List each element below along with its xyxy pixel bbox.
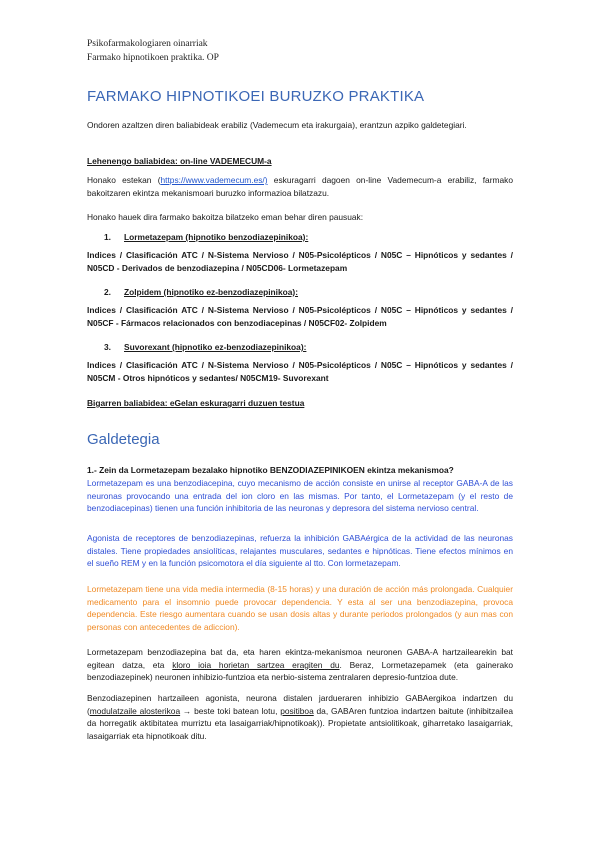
answer-basque-1 — [87, 646, 513, 684]
drug-path-zolpidem: Indices / Clasificación ATC / N-Sistema Nervioso / N05-Psicolépticos / N05C – Hipnóticos y sedantes / N05CF - Fármacos relacionados con benzodiacepinas / N05CF02- Zolpidem — [87, 305, 513, 328]
steps-intro: Honako hauek dira farmako bakoitza bilatzeko eman behar diren pausuak: — [87, 212, 364, 222]
answer-basque-2-part-c: da, GABAren funtzioa indartzen baitute (inhibitzailea da horregatik aktibitatea murriztu eta lasaigarriak/hipnotikoak)). Propietate antsiolitikoak, giharretako lasaigarriak, lasaigarriak eta hipnotikoak ditu. — [87, 705, 513, 741]
answer-orange: Lormetazepam tiene una vida media intermedia (8-15 horas) y una duración de acción más prolongada. Cualquier medicamento para el insomnio puede provocar dependencia. Y esta al ser una benzodiazepina, provoca dependencia. Este riesgo aumentara cuando se usan dosis altas y durante periodos prolongados (y aun mas con personas con antecedentes de adiccion). — [87, 584, 513, 632]
drug-label-suvorexant: Suvorexant (hipnotiko ez-benzodiazepinikoa): — [124, 342, 307, 352]
answer-blue-1: Lormetazepam es una benzodiacepina, cuyo mecanismo de acción consiste en unirse al receptor GABA-A de las neuronas provocando una entrada del ion cloro en las mismas. Por tanto, el Lormetazepam (y el resto de benzodiacepinas) tienen una función inhibitoria de las neuronas y depresora del sistema nervioso central. — [87, 478, 513, 513]
resource1-text-before: Honako estekan ( — [87, 175, 161, 185]
drug-number: 3. — [104, 342, 111, 352]
vademecum-link[interactable]: https://www.vademecum.es/) — [160, 175, 268, 185]
header-course: Psikofarmakologiaren oinarriak — [87, 39, 208, 49]
answer-basque-2-part-b: → beste toki batean lotu, — [180, 705, 281, 716]
drug-number: 1. — [104, 232, 111, 242]
drug-number: 2. — [104, 287, 111, 297]
answer-basque-2 — [87, 692, 513, 742]
answer-basque-2-part-a: Benzodiazepinen hartzaileen agonista, neurona distalen jardueraren inhibizio GABAergikoa indartzen du ( — [87, 693, 513, 716]
resource1-text-after: eskuragarri dagoen on-line Vademecum-a erabiliz, farmako bakoitzaren ekintza mekanismoari buruzko informazioa bilatzazu. — [87, 175, 513, 198]
header-subtitle: Farmako hipnotikoen praktika. OP — [87, 53, 219, 63]
resource1-text — [87, 174, 513, 199]
answer-blue-2: Agonista de receptores de benzodiazepinas, refuerza la inhibición GABAérgica de la actividad de las neuronas distales. Tiene propiedades ansiolíticas, relajantes musculares, sedantes e hipnóticas. Tiene efectos mínimos en el sueño REM y en la función psicomotora el día siguiente al tto. Con lormetazepam. — [87, 533, 513, 568]
question-1: 1.- Zein da Lormetazepam bezalako hipnotiko BENZODIAZEPINIKOEN ekintza mekanismoa? — [87, 465, 454, 475]
quiz-heading: Galdetegia — [87, 431, 160, 448]
answer-basque-1-part-a: Lormetazepam benzodiazepina bat da, eta haren ekintza-mekanismoa neuronen GABA-A hartzailearekin bat egitean datza, eta — [87, 647, 513, 670]
resource2-heading: Bigarren baliabidea: eGelan eskuragarri duzuen testua — [87, 398, 305, 408]
answer-basque-1-underlined: kloro ioia horietan sartzea eragiten du — [172, 659, 340, 670]
page-title: FARMAKO HIPNOTIKOEI BURUZKO PRAKTIKA — [87, 88, 425, 105]
resource1-heading: Lehenengo baliabidea: on-line VADEMECUM-a — [87, 156, 272, 166]
drug-path-suvorexant: Indices / Clasificación ATC / N-Sistema Nervioso / N05-Psicolépticos / N05C – Hipnóticos y sedantes / N05CM - Otros hipnóticos y sedantes/ N05CM19- Suvorexant — [87, 360, 513, 383]
intro-text: Ondoren azaltzen diren baliabideak erabiliz (Vademecum eta irakurgaia), erantzun azpiko galdetegiari. — [87, 120, 467, 130]
answer-basque-2-underlined-1: modulatzaile alosterikoa — [89, 705, 181, 716]
drug-label-zolpidem: Zolpidem (hipnotiko ez-benzodiazepinikoa): — [124, 287, 299, 297]
answer-basque-2-underlined-2: positiboa — [280, 705, 314, 716]
drug-path-lormetazepam: Indices / Clasificación ATC / N-Sistema Nervioso / N05-Psicolépticos / N05C – Hipnóticos y sedantes / N05CD - Derivados de benzodiazepina / N05CD06- Lormetazepam — [87, 250, 513, 273]
drug-label-lormetazepam: Lormetazepam (hipnotiko benzodiazepinikoa): — [124, 232, 309, 242]
answer-basque-1-part-b: . Beraz, Lormetazepamek (eta gainerako benzodiazepinek) neuronen inhibizio-funtzioa eta nerbio-sistema zentralaren depresio-funtzioa dute. — [87, 659, 513, 682]
